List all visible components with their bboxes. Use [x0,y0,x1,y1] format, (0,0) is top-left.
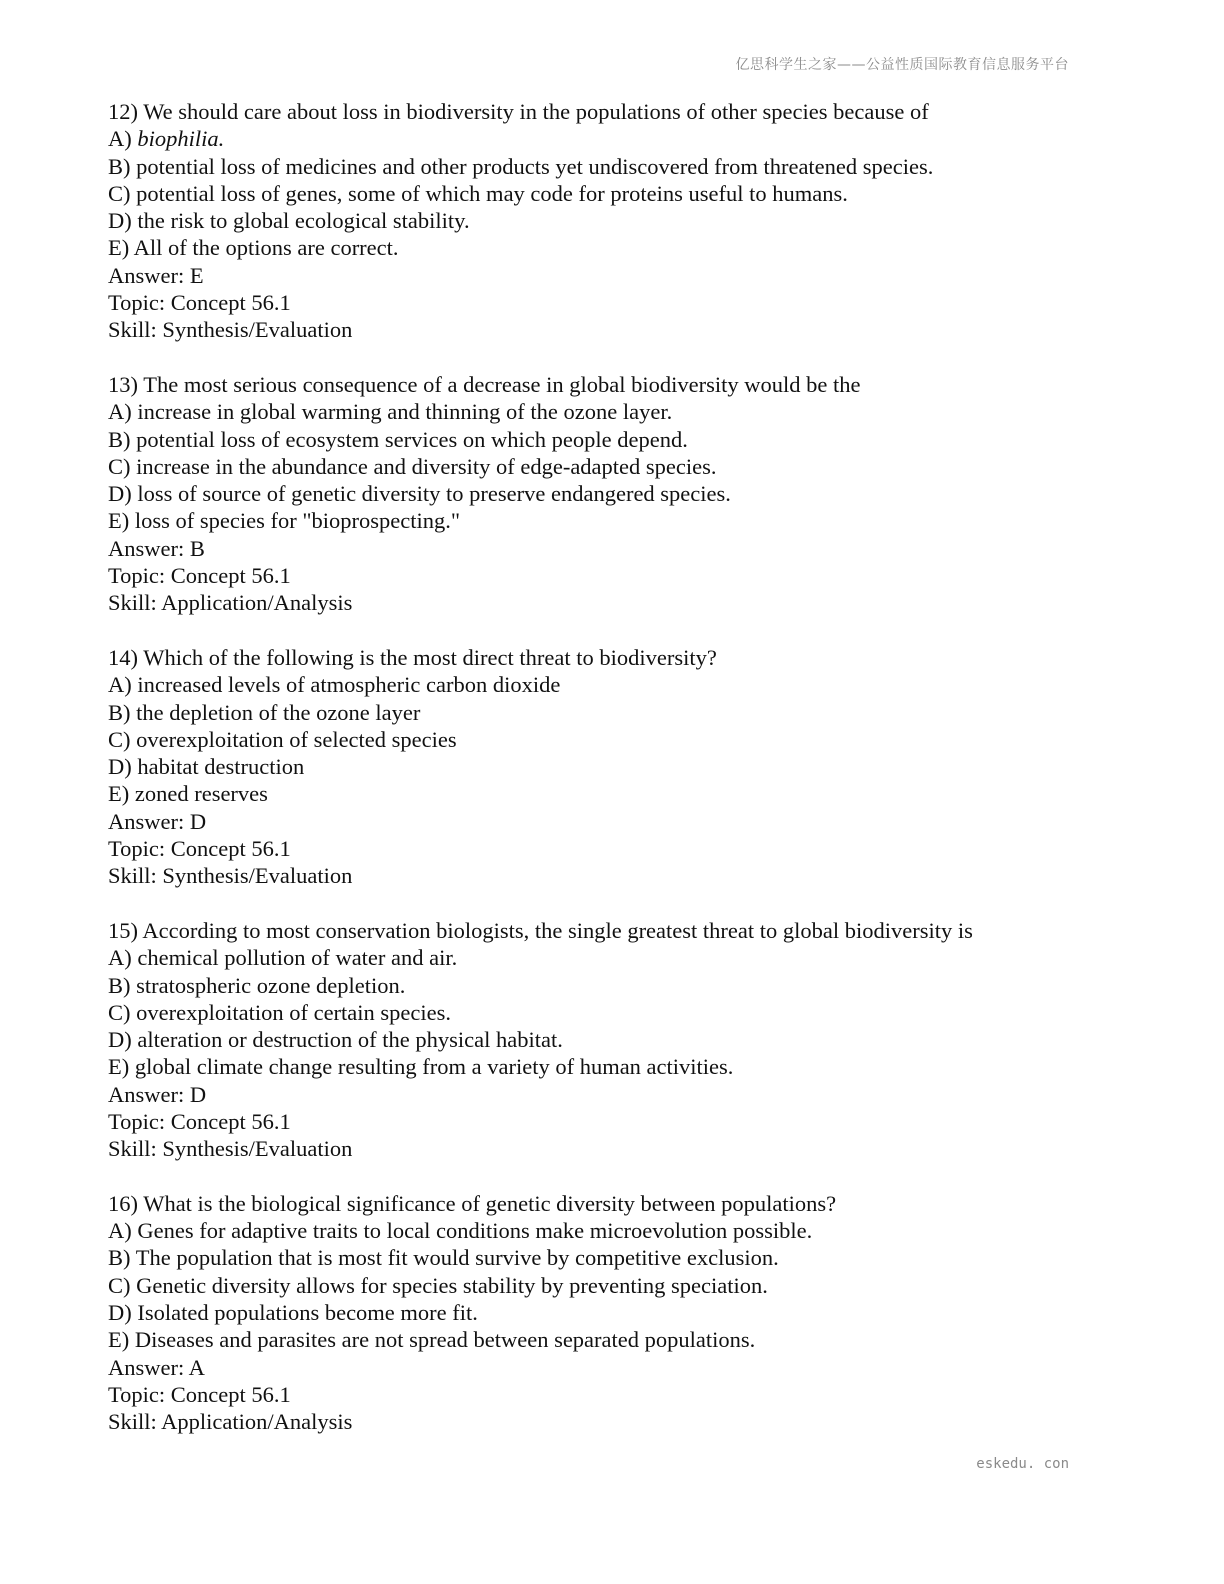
option-a: A) Genes for adaptive traits to local conditions make microevolution possible. [108,1218,813,1244]
question-15 [108,917,1108,1163]
skill-line: Skill: Synthesis/Evaluation [108,863,353,889]
option-c: C) increase in the abundance and diversity of edge-adapted species. [108,453,717,479]
option-c: C) potential loss of genes, some of which may code for proteins useful to humans. [108,180,848,206]
option-b: B) The population that is most fit would survive by competitive exclusion. [108,1245,779,1271]
skill-line: Skill: Synthesis/Evaluation [108,1136,353,1162]
option-a: A) chemical pollution of water and air. [108,945,458,971]
answer-line: Answer: B [108,535,205,561]
option-e: E) Diseases and parasites are not spread between separated populations. [108,1327,756,1353]
question-14 [108,644,1108,890]
answer-line: Answer: E [108,262,204,288]
option-e: E) loss of species for "bioprospecting." [108,508,461,534]
option-c: C) overexploitation of selected species [108,726,457,752]
option-text-italic: biophilia. [137,126,225,152]
option-b: B) potential loss of ecosystem services on which people depend. [108,426,688,452]
question-stem: 16) What is the biological significance of genetic diversity between populations? [108,1190,837,1216]
option-d: D) loss of source of genetic diversity to preserve endangered species. [108,481,731,507]
option-c: C) overexploitation of certain species. [108,999,452,1025]
question-stem: 12) We should care about loss in biodiversity in the populations of other species because of [108,99,929,124]
option-e: E) All of the options are correct. [108,235,399,261]
answer-line: Answer: A [108,1354,205,1380]
option-b: B) potential loss of medicines and other products yet undiscovered from threatened species. [108,153,934,179]
question-stem: 13) The most serious consequence of a decrease in global biodiversity would be the [108,371,861,397]
option-d: D) Isolated populations become more fit. [108,1300,478,1326]
skill-line: Skill: Application/Analysis [108,590,353,616]
skill-line: Skill: Application/Analysis [108,1409,353,1435]
option-e: E) zoned reserves [108,781,268,807]
option-d: D) habitat destruction [108,754,305,780]
question-12 [108,98,1108,344]
question-stem: 14) Which of the following is the most direct threat to biodiversity? [108,644,717,670]
question-16 [108,1190,1108,1436]
option-a [108,125,1108,152]
question-stem: 15) According to most conservation biologists, the single greatest threat to global biodiversity is [108,917,973,943]
option-a: A) increase in global warming and thinning of the ozone layer. [108,399,673,425]
option-d: D) the risk to global ecological stability. [108,208,470,234]
question-list [108,98,1108,1463]
skill-line: Skill: Synthesis/Evaluation [108,317,353,343]
option-prefix: A) [108,126,138,152]
answer-line: Answer: D [108,808,207,834]
option-e: E) global climate change resulting from a variety of human activities. [108,1054,734,1080]
question-13 [108,371,1108,617]
topic-line: Topic: Concept 56.1 [108,1108,291,1134]
page-header-watermark: 亿思科学生之家——公益性质国际教育信息服务平台 [735,57,1069,73]
answer-line: Answer: D [108,1081,207,1107]
option-b: B) the depletion of the ozone layer [108,699,421,725]
page-footer-site: eskedu. con [976,1456,1069,1472]
option-a: A) increased levels of atmospheric carbon dioxide [108,672,561,698]
option-c: C) Genetic diversity allows for species stability by preventing speciation. [108,1272,768,1298]
option-b: B) stratospheric ozone depletion. [108,972,406,998]
option-d: D) alteration or destruction of the physical habitat. [108,1027,563,1053]
topic-line: Topic: Concept 56.1 [108,836,291,862]
topic-line: Topic: Concept 56.1 [108,290,291,316]
topic-line: Topic: Concept 56.1 [108,563,291,589]
topic-line: Topic: Concept 56.1 [108,1381,291,1407]
